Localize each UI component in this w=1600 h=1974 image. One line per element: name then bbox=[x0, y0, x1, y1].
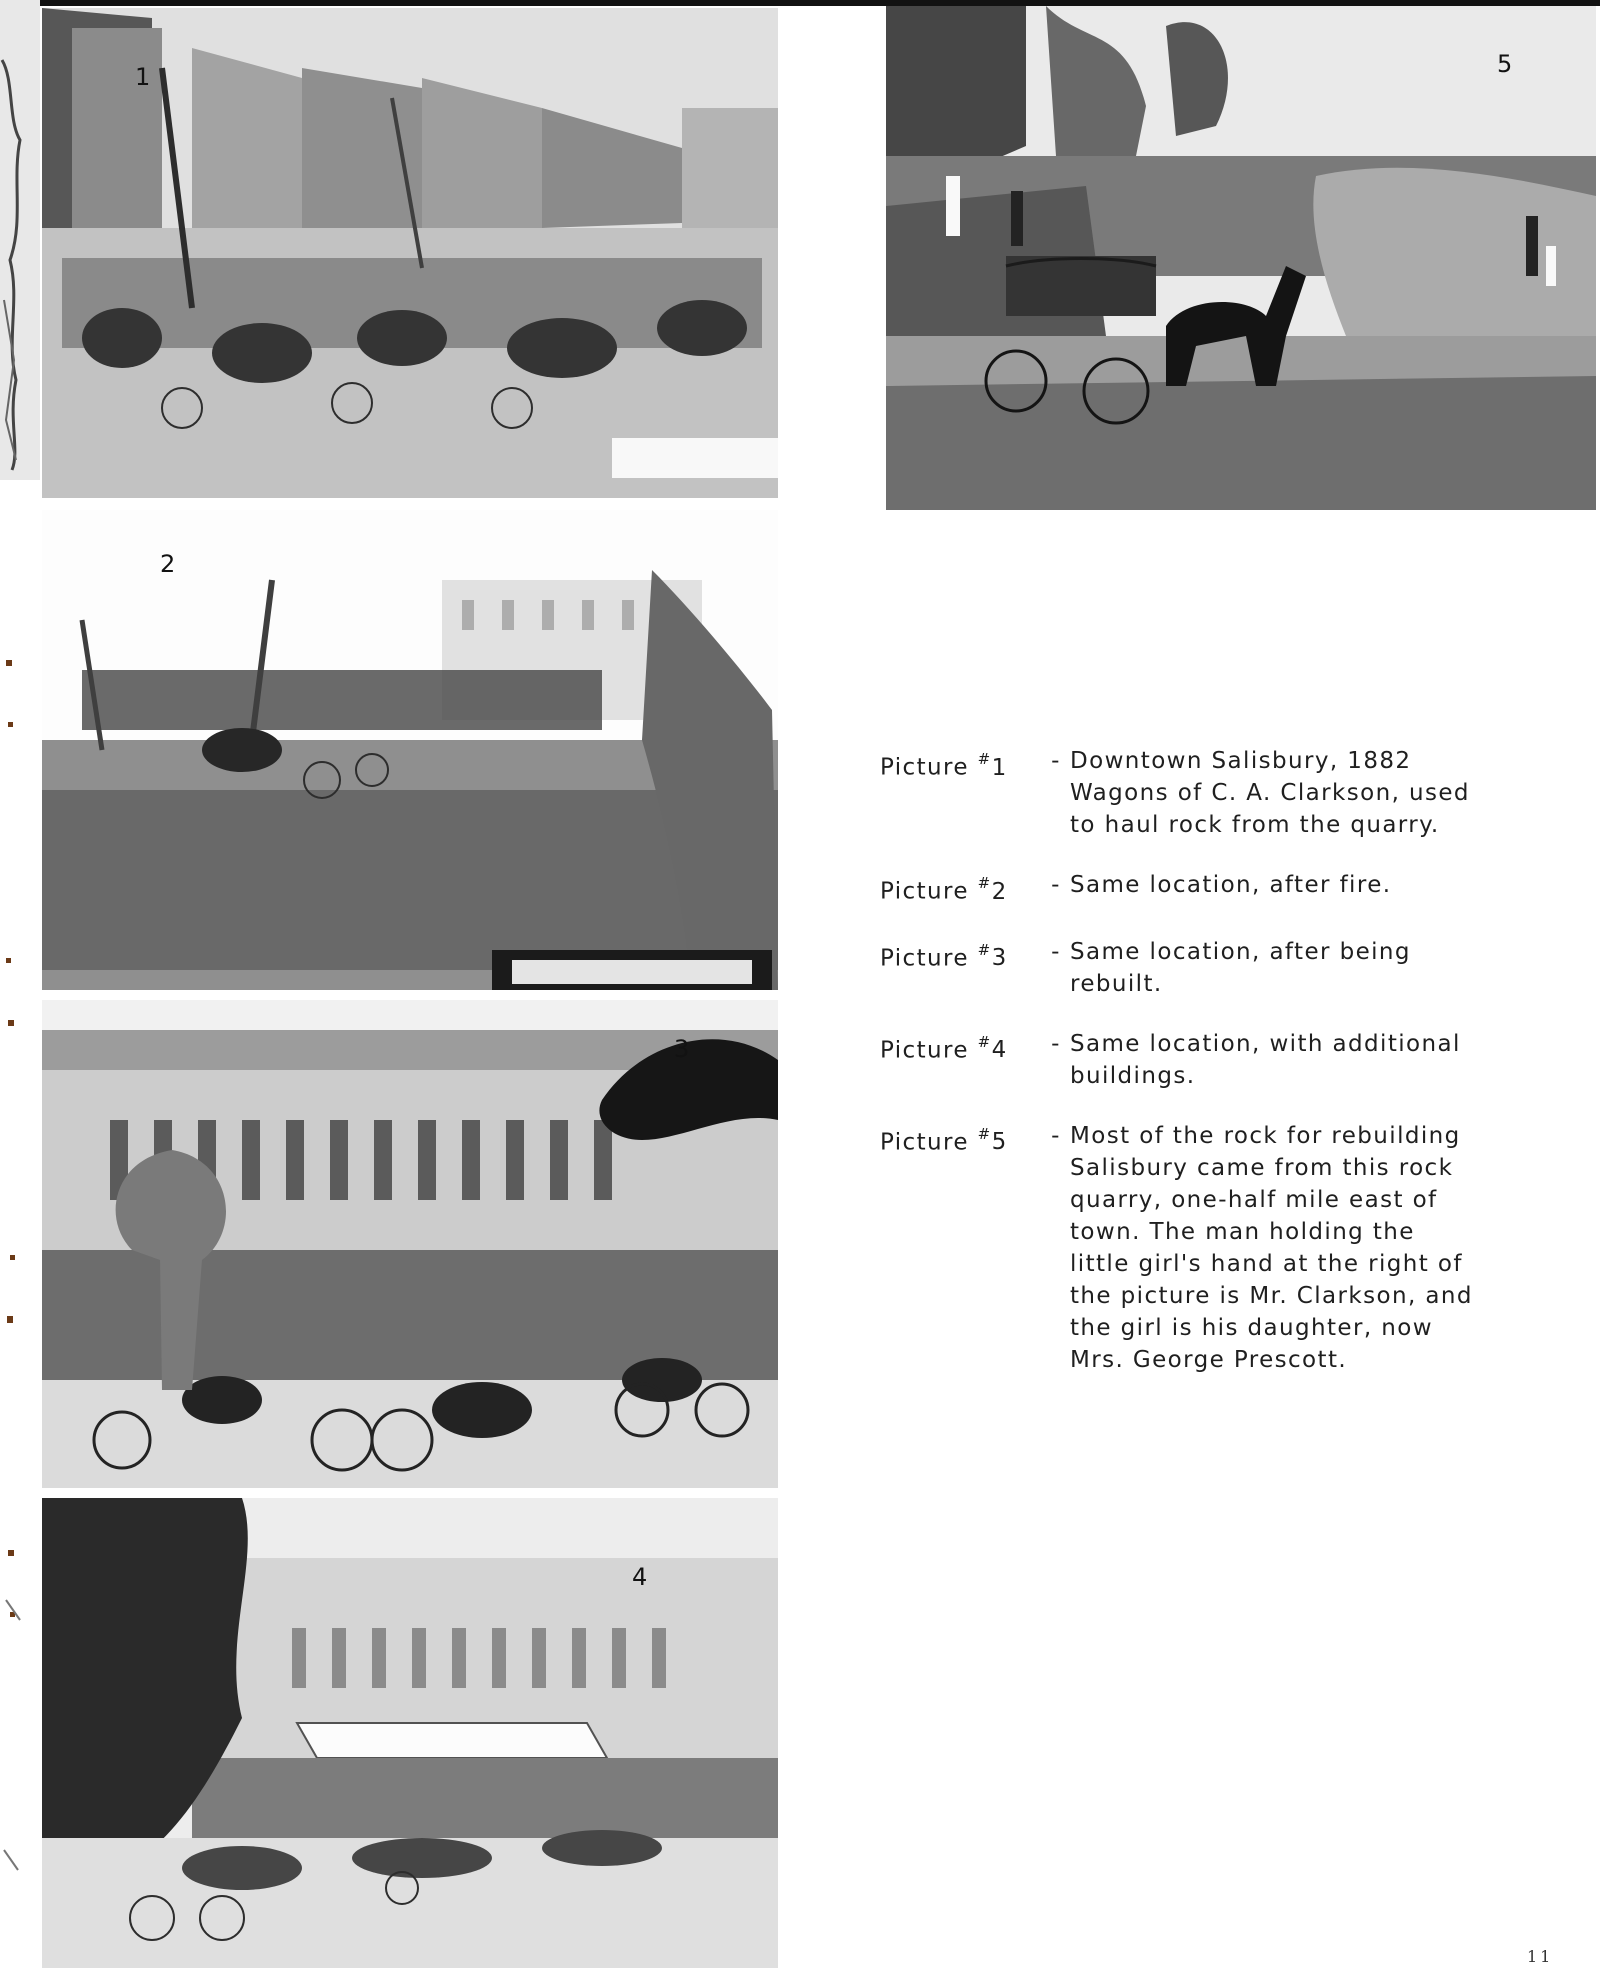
caption-text: Same location, after being rebuilt. bbox=[1070, 938, 1411, 997]
photo-4 bbox=[42, 1498, 778, 1968]
caption-label: Picture bbox=[880, 1129, 969, 1156]
caption-picture-1: Picture #1 - Downtown Salisbury, 1882 Wagons of C. A. Clarkson, used to haul rock from the quarry. bbox=[880, 748, 1470, 838]
caption-text: Same location, with additional buildings. bbox=[1070, 1030, 1461, 1089]
caption-number: 1 bbox=[991, 754, 1008, 781]
photo-1 bbox=[42, 8, 778, 498]
caption-number: 3 bbox=[991, 945, 1008, 972]
caption-text: Downtown Salisbury, 1882 Wagons of C. A. Clarkson, used to haul rock from the quarry. bbox=[1070, 748, 1470, 838]
caption-label: Picture bbox=[880, 754, 969, 781]
binding-edge bbox=[0, 0, 40, 1974]
caption-label: Picture bbox=[880, 1037, 969, 1064]
caption-label: Picture bbox=[880, 945, 969, 972]
caption-number: 2 bbox=[991, 878, 1008, 905]
picture-captions bbox=[880, 745, 1480, 1404]
photo-5 bbox=[886, 6, 1596, 510]
page-number: 11 bbox=[1527, 1947, 1554, 1966]
caption-number: 4 bbox=[991, 1037, 1008, 1064]
caption-picture-2: Picture #2 - Same location, after fire. bbox=[880, 872, 1392, 905]
caption-text: Most of the rock for rebuilding Salisbury came from this rock quarry, one-half mile east of town. The man holding the little girl's hand at the right of the picture is Mr. Clarkson, and the girl is his daughter, now Mrs. George Prescott. bbox=[1070, 1122, 1473, 1373]
photo-number: 5 bbox=[1497, 50, 1513, 78]
photo-number: 2 bbox=[160, 550, 176, 578]
caption-label: Picture bbox=[880, 878, 969, 905]
photo-2 bbox=[42, 510, 778, 990]
photo-number: 4 bbox=[632, 1563, 648, 1591]
caption-picture-3: Picture #3 - Same location, after being rebuilt. bbox=[880, 938, 1411, 997]
photo-number: 1 bbox=[135, 63, 151, 91]
caption-picture-5: Picture #5 - Most of the rock for rebuilding Salisbury came from this rock quarry, one-half mile east of town. The man holding the little girl's hand at the right of the picture is Mr. Clarkson, and the girl is his daughter, now Mrs. George Prescott. bbox=[880, 1122, 1473, 1373]
caption-picture-4: Picture #4 - Same location, with additional buildings. bbox=[880, 1030, 1461, 1089]
caption-number: 5 bbox=[991, 1129, 1008, 1156]
photo-3 bbox=[42, 1000, 778, 1488]
photo-number: 3 bbox=[674, 1035, 690, 1063]
caption-text: Same location, after fire. bbox=[1070, 872, 1392, 898]
